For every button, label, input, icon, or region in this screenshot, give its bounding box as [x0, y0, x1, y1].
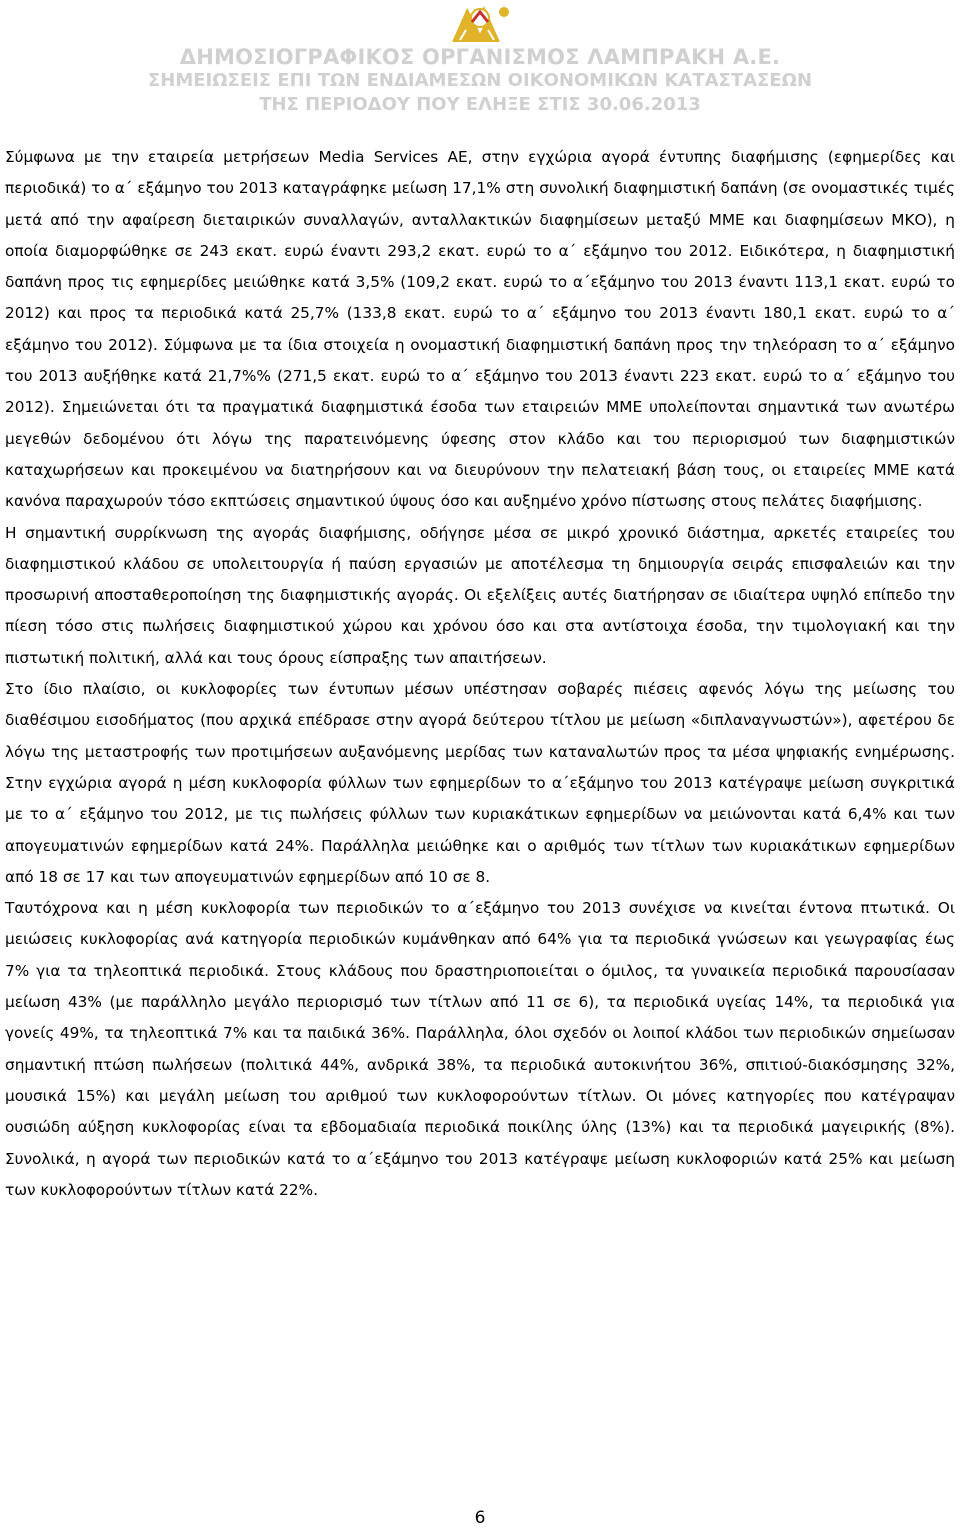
header-subtitle: ΣΗΜΕΙΩΣΕΙΣ ΕΠΙ ΤΩΝ ΕΝΔΙΑΜΕΣΩΝ ΟΙΚΟΝΟΜΙΚΩΝ ΚΑΤΑΣΤΑΣΕΩΝ	[147, 70, 813, 91]
page-number: 6	[474, 1508, 486, 1528]
header-company-name: ΔΗΜΟΣΙΟΓΡΑΦΙΚΟΣ ΟΡΓΑΝΙΣΜΟΣ ΛΑΜΠΡΑΚΗ Α.Ε.	[179, 45, 781, 69]
header-titles	[0, 45, 960, 117]
header-period: ΤΗΣ ΠΕΡΙΟΔΟΥ ΠΟΥ ΕΛΗΞΕ ΣΤΙΣ 30.06.2013	[259, 94, 701, 115]
company-logo-icon	[446, 0, 514, 44]
paragraph-market-contraction: Η σημαντική συρρίκνωση της αγοράς διαφήμισης, οδήγησε μέσα σε μικρό χρονικό διάστημα, αρκετές εταιρείες του διαφημιστικού κλάδου σε υπολειτουργία ή παύση εργασιών με αποτέλεσμα τη δημιουργία σειράς επισφαλειών και την προσωρινή αποσταθεροποίηση της διαφημιστικής αγοράς. Οι εξελίξεις αυτές διατήρησαν σε ιδιαίτερα υψηλό επίπεδο την πίεση τόσο στις πωλήσεις διαφημιστικού χώρου και χρόνου όσο και στα αντίστοιχα έσοδα, την τιμολογιακή και την πιστωτική πολιτική, αλλά και τους όρους είσπραξης των απαιτήσεων.	[5, 523, 955, 667]
paragraph-advertising-spend: Σύμφωνα με την εταιρεία μετρήσεων Media Services ΑΕ, στην εγχώρια αγορά έντυπης διαφήμισης (εφημερίδες και περιοδικά) το α΄ εξάμηνο του 2013 καταγράφηκε μείωση 17,1% στη συνολική διαφημιστική δαπάνη (σε ονομαστικές τιμές μετά από την αφαίρεση διεταιρικών συναλλαγών, ανταλλακτικών διαφημίσεων μεταξύ ΜΜΕ και διαφημίσεων ΜΚΟ), η οποία διαμορφώθηκε σε 243 εκατ. ευρώ έναντι 293,2 εκατ. ευρώ το α΄ εξάμηνο του 2012. Ειδικότερα, η διαφημιστική δαπάνη προς τις εφημερίδες μειώθηκε κατά 3,5% (109,2 εκατ. ευρώ το α΄εξάμηνο του 2013 έναντι 113,1 εκατ. ευρώ το 2012) και προς τα περιοδικά κατά 25,7% (133,8 εκατ. ευρώ το α΄ εξάμηνο του 2013 έναντι 180,1 εκατ. ευρώ το α΄ εξάμηνο του 2012). Σύμφωνα με τα ίδια στοιχεία η ονομαστική διαφημιστική δαπάνη προς την τηλεόραση το α΄ εξάμηνο του 2013 αυξήθηκε κατά 21,7%% (271,5 εκατ. ευρώ το α΄ εξάμηνο του 2013 έναντι 223 εκατ. ευρώ το α΄ εξάμηνο του 2012). Σημειώνεται ότι τα πραγματικά διαφημιστικά έσοδα των εταιρειών ΜΜΕ υπολείπονται σημαντικά των ανωτέρω μεγεθών δεδομένου ότι λόγω της παρατεινόμενης ύφεσης στον κλάδο και του περιορισμού των διαφημιστικών καταχωρήσεων και προκειμένου να διατηρήσουν και να διευρύνουν την πελατειακή βάση τους, οι εταιρείες ΜΜΕ κατά κανόνα παραχωρούν τόσο εκπτώσεις σημαντικού ύψους όσο και αυξημένο χρόνο πίστωσης στους πελάτες διαφήμισης.	[5, 148, 955, 511]
paragraph-newspaper-circulation: Στο ίδιο πλαίσιο, οι κυκλοφορίες των έντυπων μέσων υπέστησαν σοβαρές πιέσεις αφενός λόγω της μείωσης του διαθέσιμου εισοδήματος (που αρχικά επέδρασε στην αγορά δεύτερου τίτλου με μείωση «διπλαναγνωστών»), αφετέρου δε λόγω της μεταστροφής των προτιμήσεων αυξανόμενης μερίδας των καταναλωτών προς τα μέσα ψηφιακής ενημέρωσης. Στην εγχώρια αγορά η μέση κυκλοφορία φύλλων των εφημερίδων το α΄εξάμηνο του 2013 κατέγραψε μείωση συγκριτικά με το α΄ εξάμηνο του 2012, με τις πωλήσεις φύλλων των κυριακάτικων εφημερίδων να μειώνονται κατά 6,4% και των απογευματινών εφημερίδων κατά 24%. Παράλληλα μειώθηκε και ο αριθμός των τίτλων των κυριακάτικων εφημερίδων από 18 σε 17 και των απογευματινών εφημερίδων από 10 σε 8.	[5, 680, 955, 886]
paragraph-magazine-circulation: Ταυτόχρονα και η μέση κυκλοφορία των περιοδικών το α΄εξάμηνο του 2013 συνέχισε να κινείται έντονα πτωτικά. Οι μειώσεις κυκλοφορίας ανά κατηγορία περιοδικών κυμάνθηκαν από 64% για τα περιοδικά γνώσεων και γεωγραφίας έως 7% για τα τηλεοπτικά περιοδικά. Στους κλάδους που δραστηριοποιείται ο όμιλος, τα γυναικεία περιοδικά παρουσίασαν μείωση 43% (με παράλληλο μεγάλο περιορισμό των τίτλων από 11 σε 6), τα περιοδικά υγείας 14%, τα περιοδικά για γονείς 49%, τα τηλεοπτικά 7% και τα παιδικά 36%. Παράλληλα, όλοι σχεδόν οι λοιποί κλάδοι των περιοδικών σημείωσαν σημαντική πτώση πωλήσεων (πολιτικά 44%, ανδρικά 38%, τα περιοδικά αυτοκινήτου 36%, σπιτιού-διακόσμησης 32%, μουσικά 15%) και μεγάλη μείωση του αριθμού των κυκλοφορούντων τίτλων. Οι μόνες κατηγορίες που κατέγραψαν ουσιώδη αύξηση κυκλοφορίας είναι τα εβδομαδιαία περιοδικά ποικίλης ύλης (13%) και τα περιοδικά μαγειρικής (8%). Συνολικά, η αγορά των περιοδικών κατά το α΄εξάμηνο του 2013 κατέγραψε μείωση κυκλοφοριών κατά 25% και μείωση των κυκλοφορούντων τίτλων κατά 22%.	[5, 899, 955, 1199]
document-body	[5, 142, 955, 1206]
page-header	[0, 0, 960, 130]
